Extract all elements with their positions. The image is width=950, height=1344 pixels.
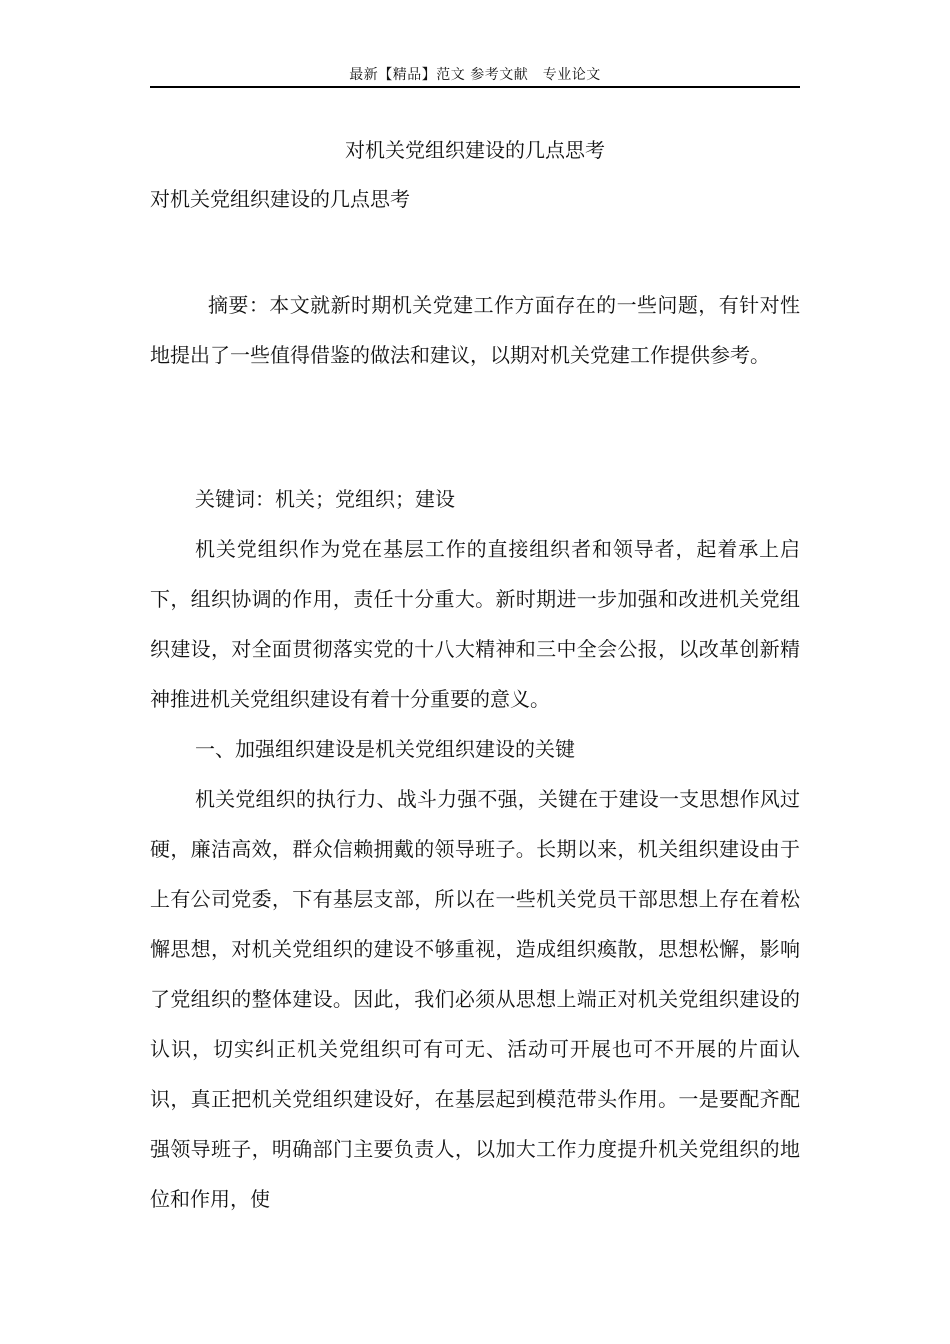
page-header: 最新【精品】范文 参考文献 专业论文 bbox=[349, 67, 601, 83]
keywords-line: 关键词：机关；党组织；建设 bbox=[195, 487, 455, 511]
document-subtitle: 对机关党组织建设的几点思考 bbox=[150, 187, 410, 211]
abstract-paragraph: 摘要：本文就新时期机关党建工作方面存在的一些问题，有针对性地提出了一些值得借鉴的做法和建议，以期对机关党建工作提供参考。 bbox=[150, 293, 800, 367]
body-text bbox=[150, 524, 800, 1224]
header-divider bbox=[150, 86, 800, 88]
body-paragraph-section-1: 机关党组织的执行力、战斗力强不强，关键在于建设一支思想作风过硬，廉洁高效，群众信赖拥戴的领导班子。长期以来，机关组织建设由于上有公司党委，下有基层支部，所以在一些机关党员干部思想上存在着松懈思想，对机关党组织的建设不够重视，造成组织瘓散，思想松懈，影响了党组织的整体建设。因此，我们必须从思想上端正对机关党组织建设的认识，切实纠正机关党组织可有可无、活动可开展也可不开展的片面认识，真正把机关党组织建设好，在基层起到模范带头作用。一是要配齐配强领导班子，明确部门主要负责人，以加大工作力度提升机关党组织的地位和作用，使 bbox=[150, 787, 800, 1211]
section-heading-1: 一、加强组织建设是机关党组织建设的关键 bbox=[195, 737, 575, 761]
document-title: 对机关党组织建设的几点思考 bbox=[345, 138, 605, 162]
body-paragraph-intro: 机关党组织作为党在基层工作的直接组织者和领导者，起着承上启下，组织协调的作用，责任十分重大。新时期进一步加强和改进机关党组织建设，对全面贯彻落实党的十八大精神和三中全会公报，以改革创新精神推进机关党组织建设有着十分重要的意义。 bbox=[150, 537, 800, 711]
